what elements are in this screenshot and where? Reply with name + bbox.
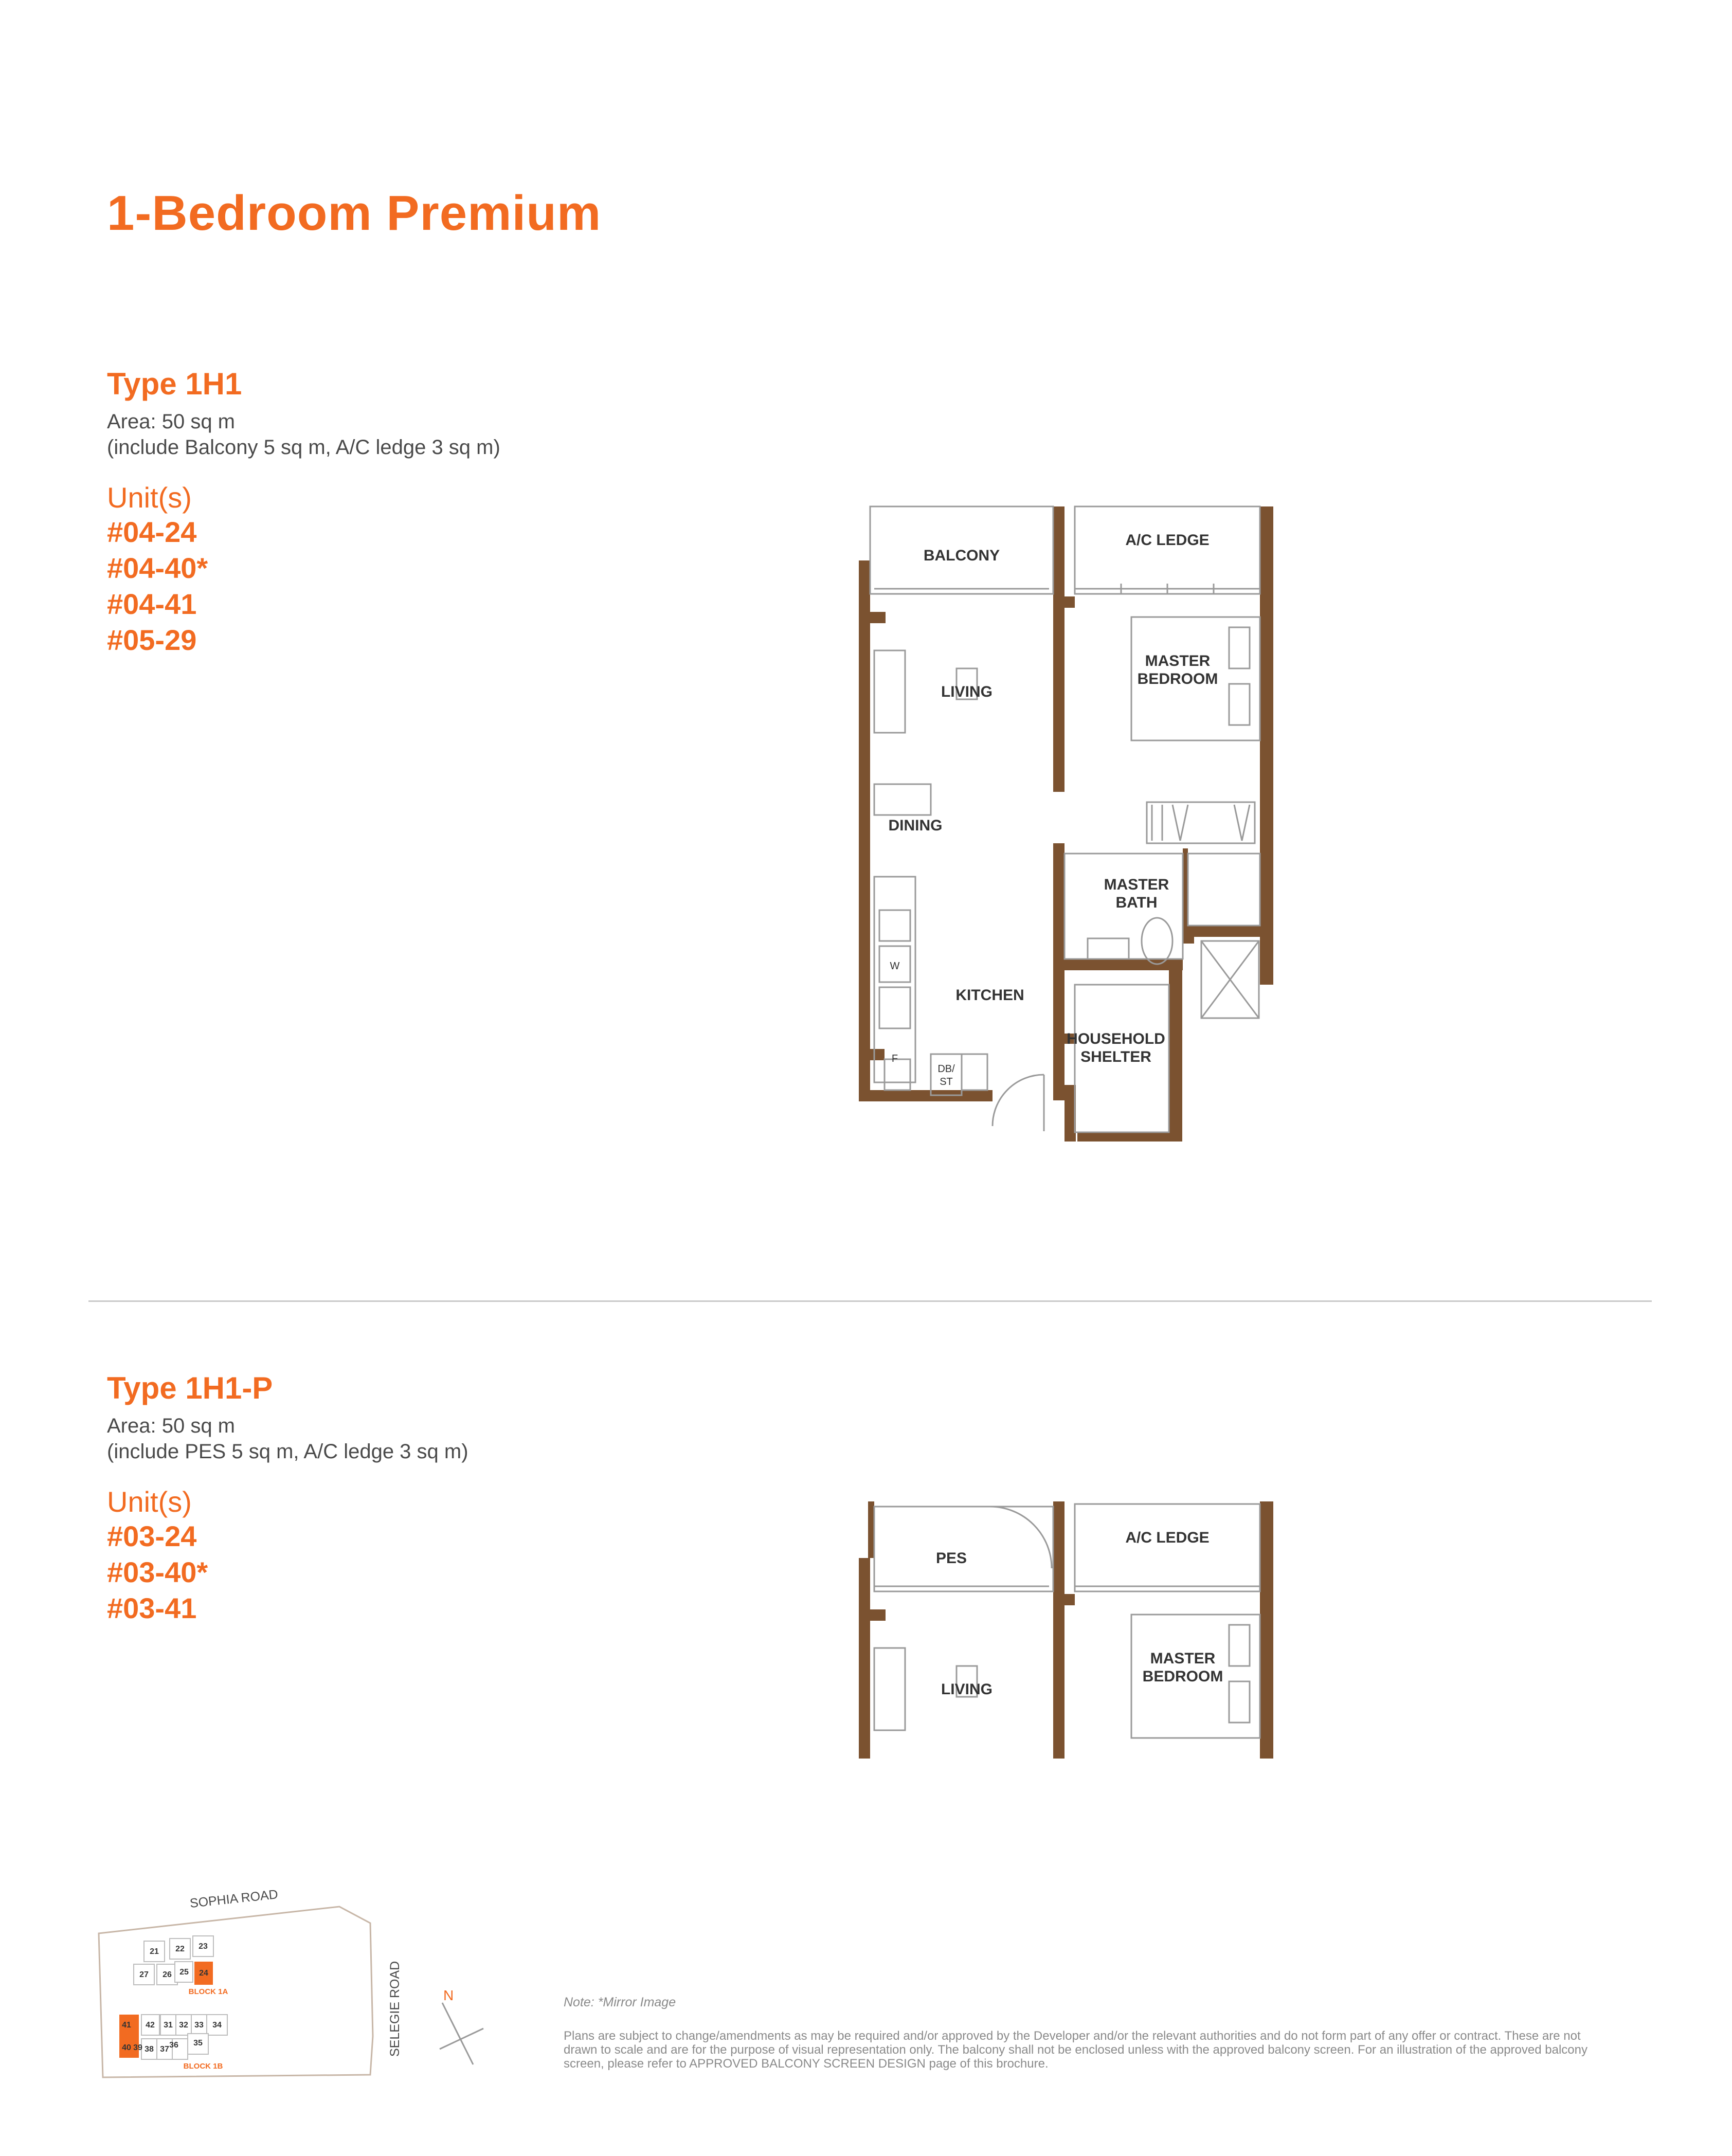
appliance-label: W xyxy=(890,961,900,972)
units-label: Unit(s) xyxy=(107,481,192,514)
north-arrow-icon xyxy=(432,1982,494,2075)
page-title: 1-Bedroom Premium xyxy=(107,186,602,241)
unit-tag: 37 xyxy=(160,2045,169,2054)
room-label: SHELTER xyxy=(1080,1048,1151,1065)
unit-tag: 24 xyxy=(199,1969,208,1978)
area-detail: (include Balcony 5 sq m, A/C ledge 3 sq m) xyxy=(107,436,500,459)
room-label: DINING xyxy=(888,817,943,834)
appliance-label: F xyxy=(891,1053,898,1064)
room-label: LIVING xyxy=(941,683,993,700)
unit-tag: 22 xyxy=(175,1945,185,1953)
unit-tag: 39 xyxy=(133,2043,142,2052)
unit-tag: 40 xyxy=(122,2043,131,2052)
block-label: BLOCK 1A xyxy=(188,1987,228,1996)
unit-tag: 23 xyxy=(199,1942,208,1951)
type-1h1-info xyxy=(107,366,500,658)
unit-tag: 31 xyxy=(164,2021,173,2030)
room-label: PES xyxy=(935,1550,967,1567)
area-detail: (include PES 5 sq m, A/C ledge 3 sq m) xyxy=(107,1440,468,1463)
room-label: A/C LEDGE xyxy=(1125,532,1210,549)
room-label: KITCHEN xyxy=(955,987,1024,1004)
room-label: ST xyxy=(940,1076,953,1088)
unit-tag: 25 xyxy=(179,1968,189,1977)
area-text: Area: 50 sq m xyxy=(107,1415,236,1437)
unit-tag: 35 xyxy=(193,2039,203,2048)
type-title: Type 1H1 xyxy=(107,367,242,401)
block-label: BLOCK 1B xyxy=(183,2062,223,2071)
wall xyxy=(859,560,870,1100)
units-label: Unit(s) xyxy=(107,1485,192,1518)
site-plan-key xyxy=(93,1882,483,2088)
mirror-note: Note: *Mirror Image xyxy=(564,1995,676,2009)
room-label: BATH xyxy=(1115,894,1158,911)
room-label: DB/ xyxy=(937,1063,955,1075)
unit-number: #03-24 xyxy=(107,1520,197,1552)
unit-number: #03-40* xyxy=(107,1556,208,1588)
room-label: MASTER xyxy=(1150,1650,1216,1667)
unit-number: #04-40* xyxy=(107,552,208,584)
unit-tag: 32 xyxy=(179,2021,188,2030)
disclaimer-text: Plans are subject to change/amendments as may be required and/or approved by the Developer and/or the relevant authorities and do not form part of any offer or contract. These are not drawn to scale and are for the purpose of visual representation only. The balcony shall not be enclosed unless with the approved balcony screen. For an illustration of the approved balcony screen, please refer to APPROVED BALCONY SCREEN DESIGN page of this brochure. xyxy=(564,2029,1587,2071)
unit-tag: 33 xyxy=(194,2021,204,2030)
unit-tag: 36 xyxy=(169,2041,178,2050)
unit-tag: 34 xyxy=(212,2021,222,2030)
room-label: MASTER xyxy=(1145,653,1211,669)
unit-tag: 42 xyxy=(146,2021,155,2030)
unit-number: #04-24 xyxy=(107,516,197,548)
room-label: HOUSEHOLD xyxy=(1067,1030,1165,1047)
north-label: N xyxy=(443,1987,454,2003)
unit-tag: 27 xyxy=(139,1970,149,1979)
unit-tag: 38 xyxy=(145,2045,154,2054)
area-text: Area: 50 sq m xyxy=(107,410,236,433)
type-1h1p-info xyxy=(107,1370,468,1626)
room-label: A/C LEDGE xyxy=(1125,1529,1210,1546)
unit-number: #05-29 xyxy=(107,624,197,656)
type-title: Type 1H1-P xyxy=(107,1371,273,1405)
floor-plan-1h1 xyxy=(854,494,1286,1142)
unit-tag: 26 xyxy=(163,1970,172,1979)
room-label: BEDROOM xyxy=(1137,671,1218,687)
room-label: LIVING xyxy=(941,1681,993,1698)
section-divider xyxy=(88,1300,1652,1302)
unit-number: #04-41 xyxy=(107,588,197,620)
room-label: BEDROOM xyxy=(1142,1668,1223,1685)
unit-tag: 21 xyxy=(150,1947,159,1956)
road-label: SELEGIE ROAD xyxy=(388,1961,402,2057)
room-label: MASTER xyxy=(1104,876,1169,893)
road-label: SOPHIA ROAD xyxy=(189,1887,279,1911)
room-label: BALCONY xyxy=(923,547,1000,564)
floor-plan-1h1p xyxy=(854,1491,1286,1759)
unit-number: #03-41 xyxy=(107,1592,197,1624)
unit-tag: 41 xyxy=(122,2021,131,2030)
